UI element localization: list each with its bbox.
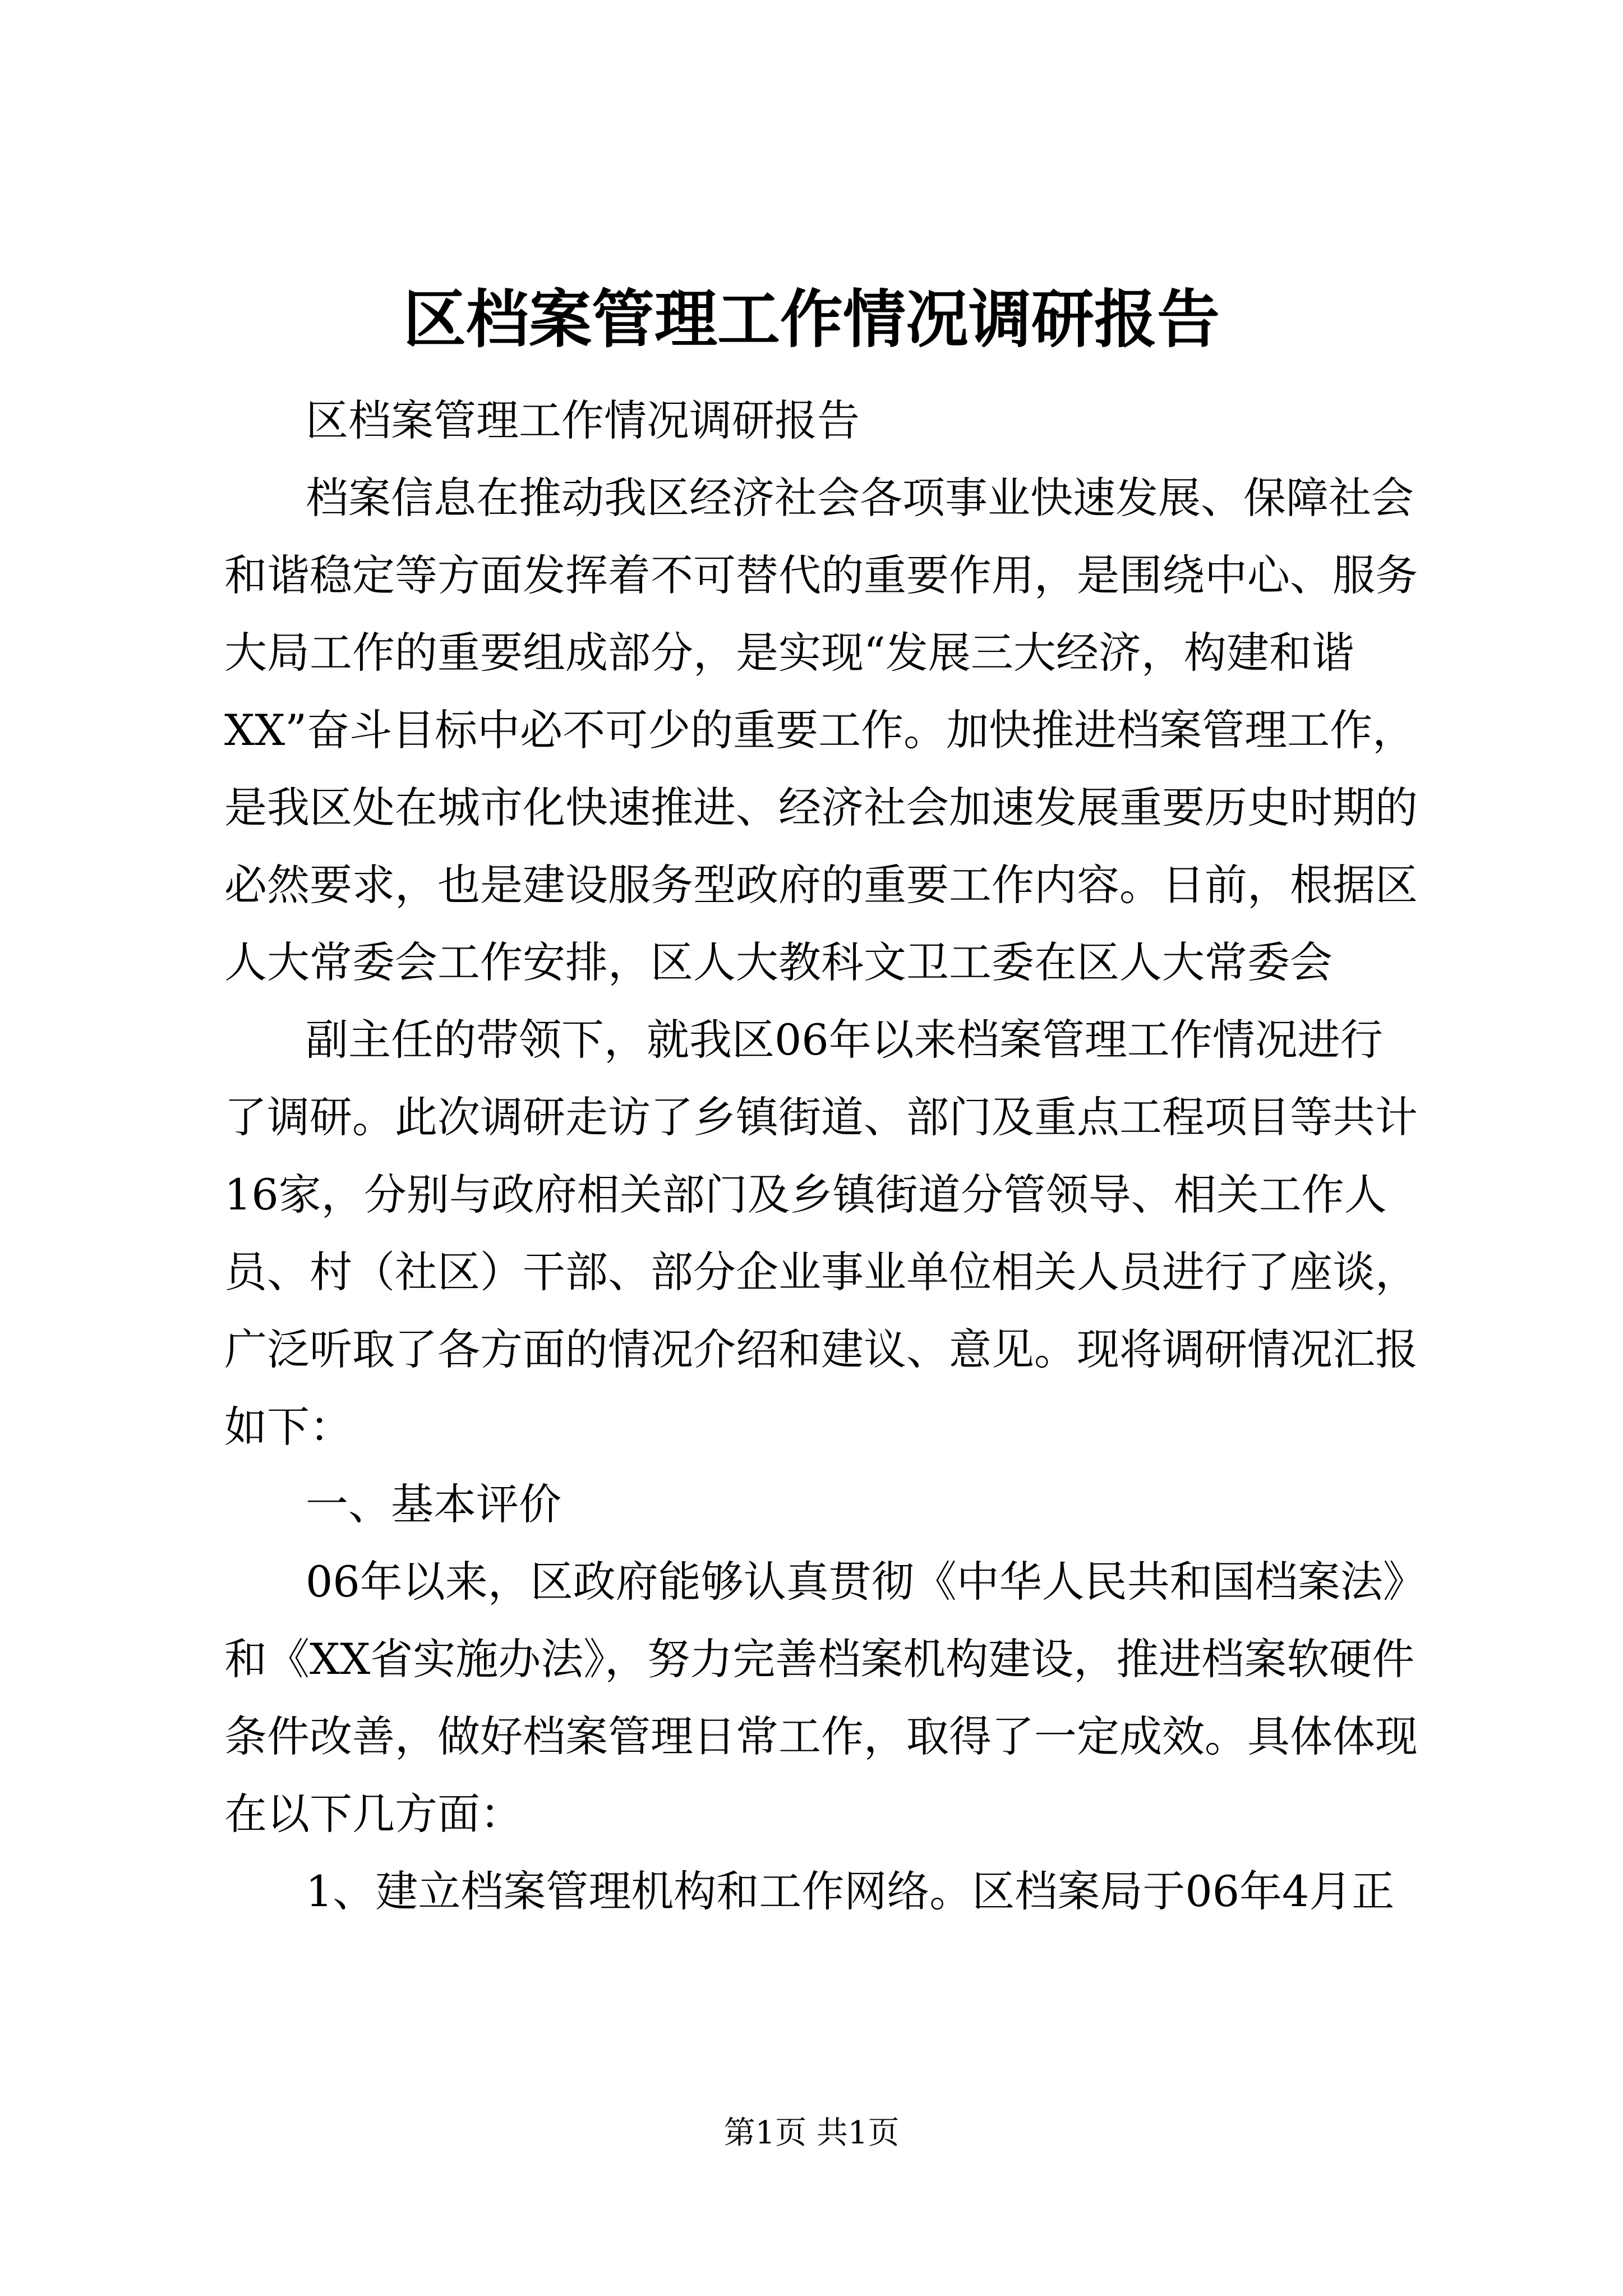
paragraph-line: 06年以来，区政府能够认真贯彻《中华人民共和国档案法》 — [306, 1557, 1426, 1607]
subtitle-line: 区档案管理工作情况调研报告 — [306, 395, 860, 445]
paragraph-line: 档案信息在推动我区经济社会各项事业快速发展、保障社会 — [306, 473, 1414, 523]
paragraph-line: 和《XX省实施办法》，努力完善档案机构建设，推进档案软硬件 — [224, 1634, 1415, 1684]
paragraph-line: 是我区处在城市化快速推进、经济社会加速发展重要历史时期的 — [224, 783, 1418, 832]
paragraph-line: 人大常委会工作安排，区人大教科文卫工委在区人大常委会 — [224, 937, 1332, 987]
paragraph-line: 和谐稳定等方面发挥着不可替代的重要作用，是围绕中心、服务 — [224, 550, 1418, 600]
page-number: 第1页 共1页 — [723, 2115, 900, 2151]
paragraph-line: 了调研。此次调研走访了乡镇街道、部门及重点工程项目等共计 — [224, 1092, 1418, 1142]
paragraph-line: 员、村（社区）干部、部分企业事业单位相关人员进行了座谈， — [224, 1247, 1418, 1297]
section-heading: 一、基本评价 — [306, 1479, 561, 1529]
paragraph-line: 在以下几方面： — [224, 1789, 523, 1839]
paragraph-line: 广泛听取了各方面的情况介绍和建议、意见。现将调研情况汇报 — [224, 1324, 1418, 1374]
paragraph-line: 必然要求，也是建设服务型政府的重要工作内容。日前，根据区 — [224, 860, 1418, 910]
document-title: 区档案管理工作情况调研报告 — [403, 283, 1220, 356]
paragraph-line: 大局工作的重要组成部分，是实现“发展三大经济，构建和谐 — [224, 628, 1354, 678]
paragraph-line: 16家，分别与政府相关部门及乡镇街道分管领导、相关工作人 — [224, 1170, 1387, 1220]
paragraph-line: 如下： — [224, 1402, 352, 1452]
paragraph-line: XX”奋斗目标中必不可少的重要工作。加快推进档案管理工作， — [224, 705, 1415, 755]
paragraph-line: 副主任的带领下，就我区06年以来档案管理工作情况进行 — [306, 1015, 1383, 1065]
paragraph-line: 条件改善，做好档案管理日常工作，取得了一定成效。具体体现 — [224, 1711, 1418, 1761]
paragraph-line: 1、建立档案管理机构和工作网络。区档案局于06年4月正 — [306, 1866, 1395, 1916]
